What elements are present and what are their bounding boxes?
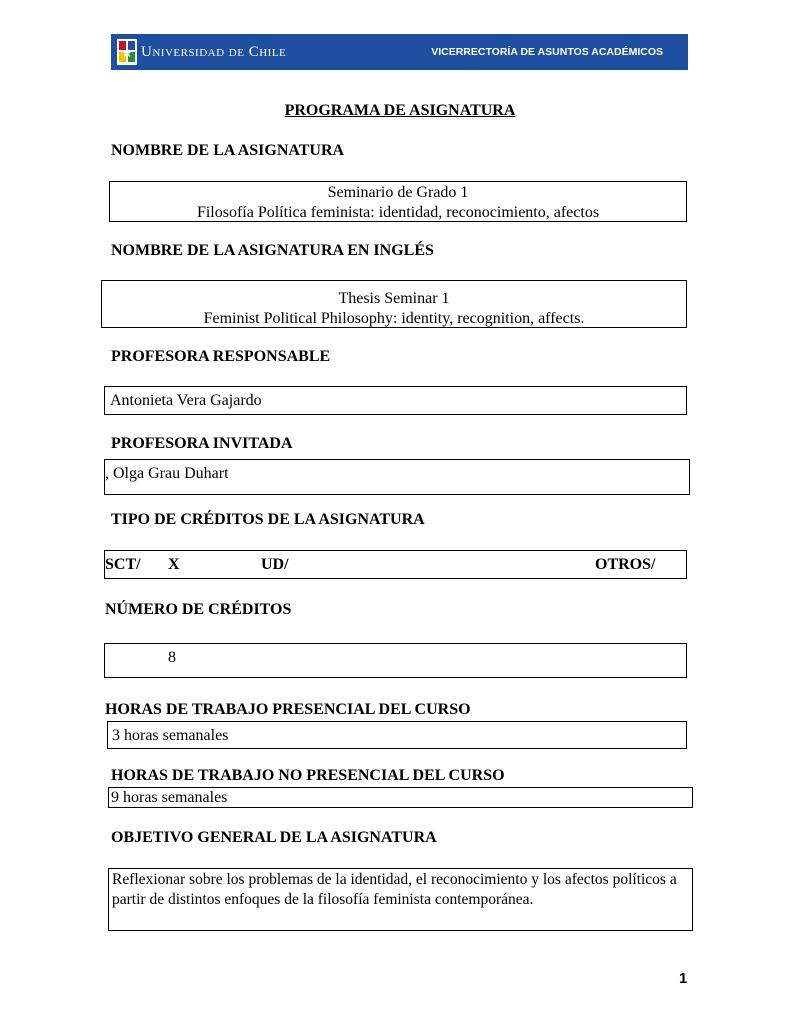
- heading-numero-creditos: NÚMERO DE CRÉDITOS: [105, 601, 292, 618]
- profesora-responsable-box: [104, 386, 687, 415]
- nombre-ingles-line1: Thesis Seminar 1: [338, 290, 450, 307]
- nombre-line1: Seminario de Grado 1: [327, 184, 469, 201]
- heading-horas-presencial: HORAS DE TRABAJO PRESENCIAL DEL CURSO: [105, 701, 471, 718]
- document-title: PROGRAMA DE ASIGNATURA: [284, 102, 516, 119]
- nombre-line2: Filosofía Política feminista: identidad, reconocimiento, afectos: [196, 204, 600, 221]
- nombre-box: [109, 181, 687, 222]
- tipo-creditos-box: [104, 550, 687, 579]
- otros-label: OTROS/: [595, 556, 656, 573]
- nombre-ingles-box: [101, 280, 687, 328]
- heading-tipo-creditos: TIPO DE CRÉDITOS DE LA ASIGNATURA: [111, 511, 425, 528]
- horas-presencial-box: [107, 721, 687, 749]
- heading-nombre: NOMBRE DE LA ASIGNATURA: [111, 142, 345, 159]
- heading-profesora-invitada: PROFESORA INVITADA: [111, 435, 293, 452]
- numero-creditos-value: 8: [168, 649, 176, 666]
- objetivo-line1: Reflexionar sobre los problemas de la identidad, el reconocimiento y los afectos políticos a: [112, 871, 677, 888]
- heading-horas-no-presencial: HORAS DE TRABAJO NO PRESENCIAL DEL CURSO: [111, 767, 505, 784]
- profesora-responsable-value: Antonieta Vera Gajardo: [110, 392, 262, 409]
- vicerrectoria-label: VICERRECTORÍA DE ASUNTOS ACADÉMICOS: [431, 46, 663, 58]
- heading-nombre-ingles: NOMBRE DE LA ASIGNATURA EN INGLÉS: [111, 242, 434, 259]
- objetivo-box: [108, 868, 693, 931]
- horas-no-presencial-box: [108, 787, 693, 808]
- university-name: Universidad de Chile: [141, 44, 287, 60]
- university-crest-icon: [116, 38, 138, 66]
- objetivo-line2: partir de distintos enfoques de la filosofía feminista contemporánea.: [112, 891, 534, 908]
- header-banner: [111, 34, 688, 70]
- sct-label: SCT/: [105, 556, 141, 573]
- heading-objetivo: OBJETIVO GENERAL DE LA ASIGNATURA: [111, 829, 437, 846]
- horas-no-presencial-value: 9 horas semanales: [111, 789, 228, 806]
- profesora-invitada-box: [104, 459, 690, 495]
- horas-presencial-value: 3 horas semanales: [112, 727, 229, 744]
- profesora-invitada-value: , Olga Grau Duhart: [105, 465, 229, 482]
- nombre-ingles-line2: Feminist Political Philosophy: identity, recognition, affects.: [203, 310, 585, 327]
- numero-creditos-box: [104, 643, 687, 678]
- page-number: 1: [679, 970, 688, 987]
- heading-profesora-responsable: PROFESORA RESPONSABLE: [111, 348, 331, 365]
- ud-label: UD/: [261, 556, 289, 573]
- sct-mark: X: [168, 556, 180, 573]
